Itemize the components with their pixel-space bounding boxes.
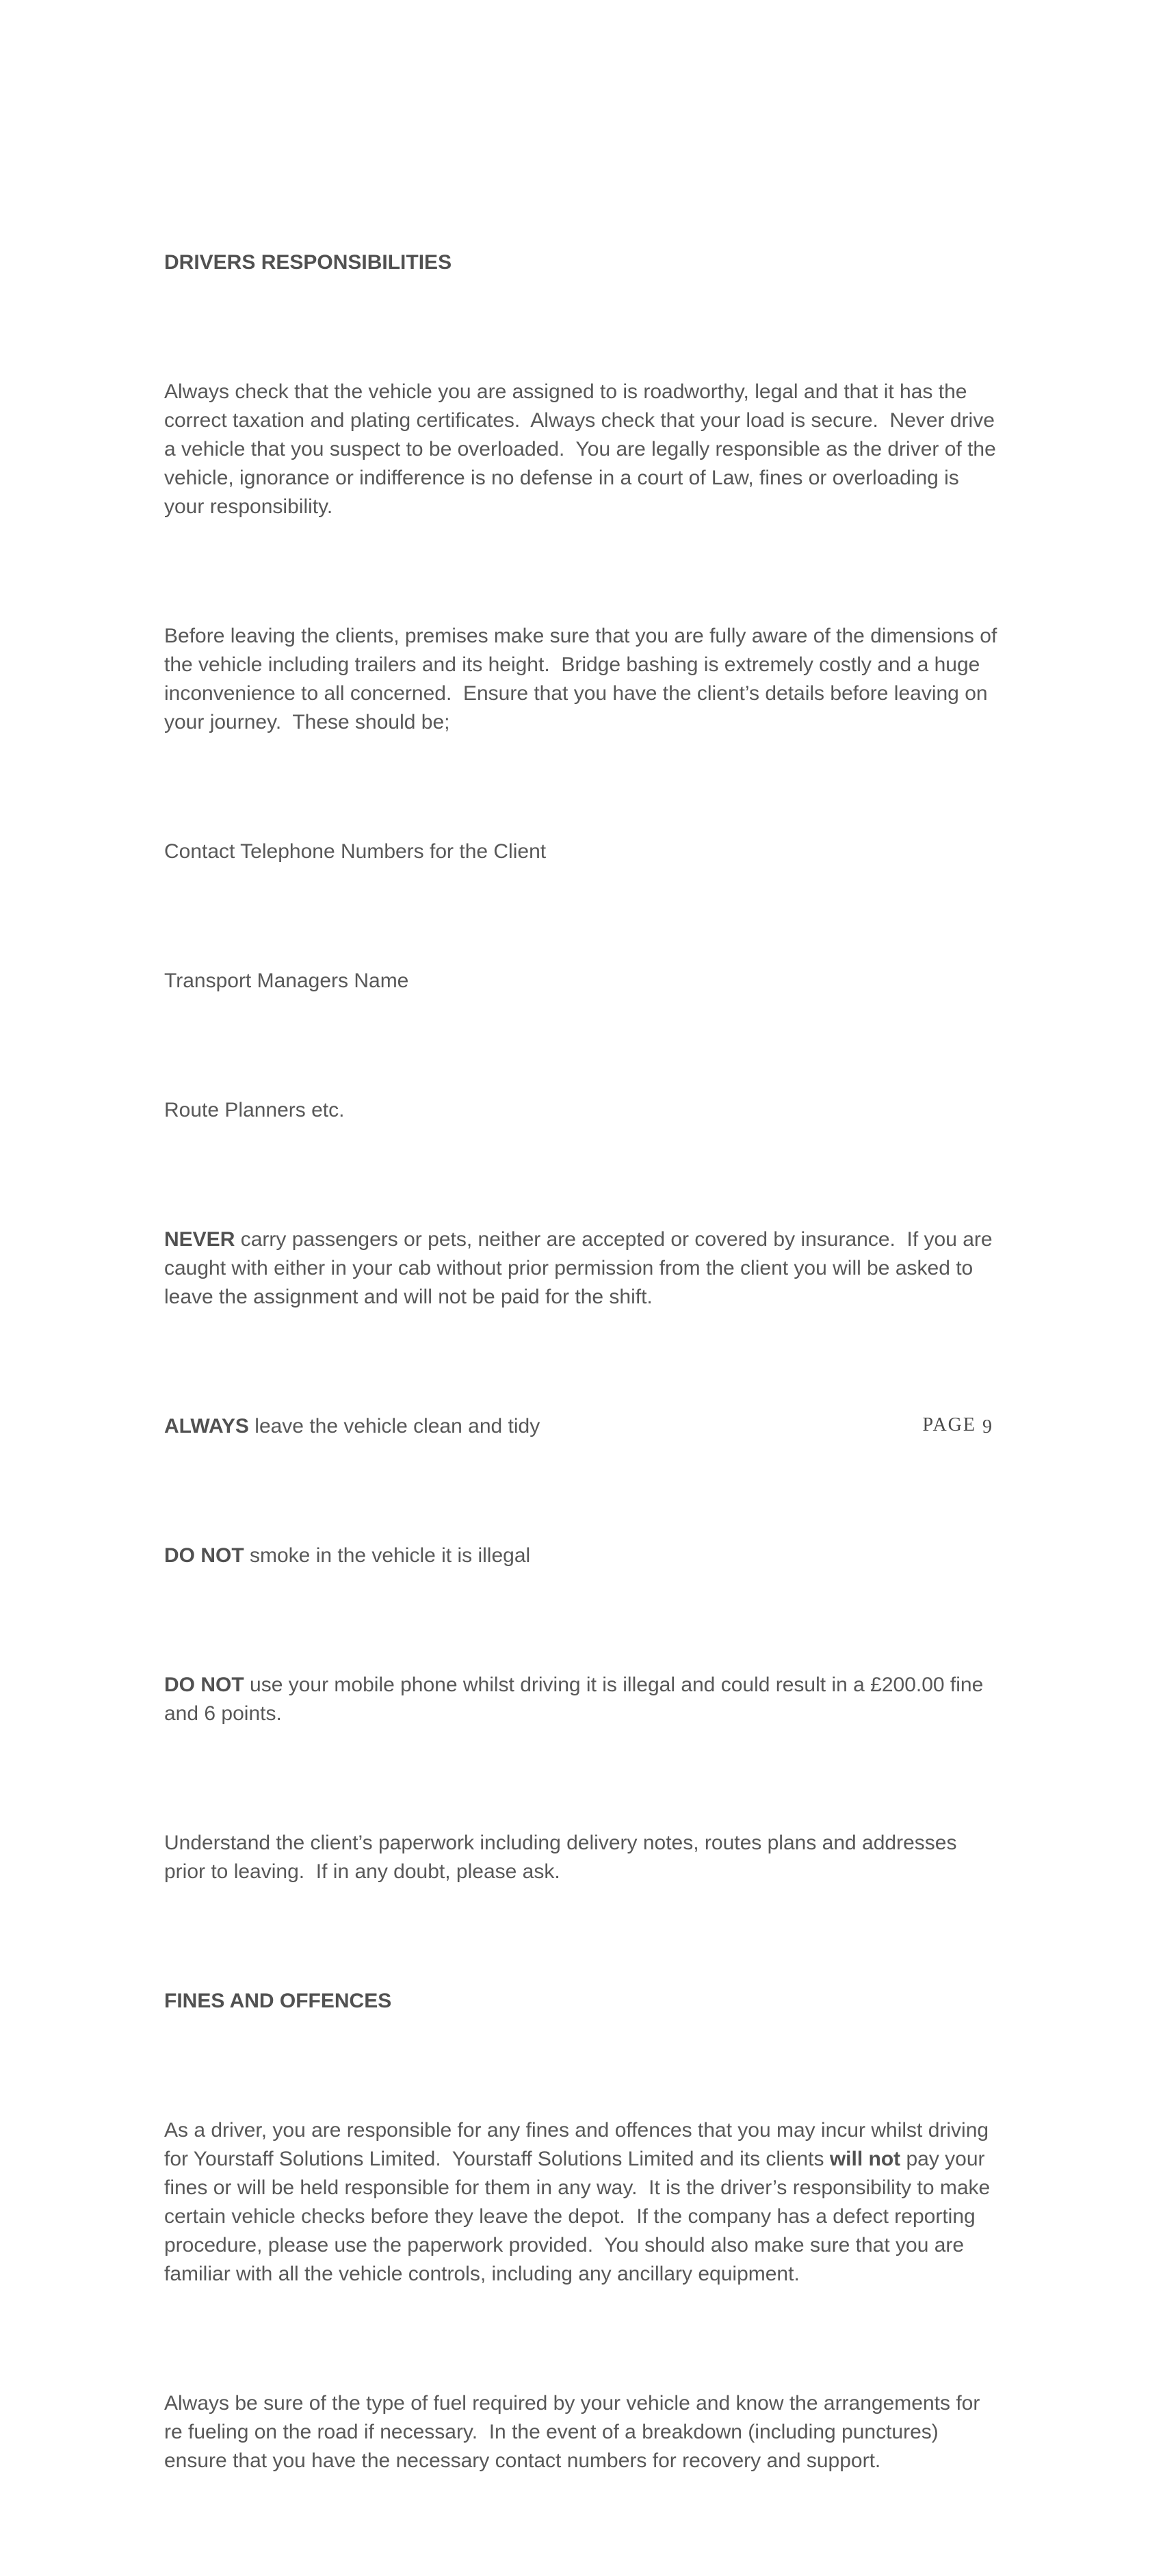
donot-phone-text: use your mobile phone whilst driving it is illegal and could result in a £200.00 fine and 6 points. (164, 1674, 989, 1725)
fines-text-end: pay your fines or will be held responsible for them in any way. It is the driver’s responsibility to make certain vehicle checks before they leave the depot. If the company has a defect reporting procedure, please use the paperwork provided. You should also make sure that you are familiar with all the vehicle controls, including any ancillary equipment. (164, 2148, 996, 2285)
heading-fines-and-offences: FINES AND OFFENCES (164, 1990, 392, 2012)
fines-text-start: As a driver, you are responsible for any fines and offences that you may incur whilst driving for Yourstaff Solutions Limited. Yourstaff Solutions Limited and its clients (164, 2119, 995, 2170)
line-contact-telephone-numbers: Contact Telephone Numbers for the Client (164, 840, 547, 863)
paragraph-roadworthy-checks: Always check that the vehicle you are assigned to is roadworthy, legal and that it has the correct taxation and plating certificates. Always check that your load is secure. Never drive a vehicle that you suspect to be overloaded. You are legally responsible as the driver of the vehicle, ignorance or indifference is no defense in a court of Law, fines or overloading is your responsibility. (164, 380, 1002, 518)
line-route-planners: Route Planners etc. (164, 1099, 345, 1121)
line-transport-managers-name: Transport Managers Name (164, 970, 409, 992)
page-footer-number: 9 (982, 1416, 992, 1437)
page-footer (922, 1414, 992, 1437)
paragraph-donot-phone (164, 1671, 1002, 1728)
always-text: leave the vehicle clean and tidy (248, 1415, 540, 1437)
paragraph-fines-responsibility (164, 2116, 1002, 2289)
always-lead-bold: ALWAYS (164, 1415, 249, 1437)
donot-phone-lead-bold: DO NOT (164, 1674, 244, 1696)
donot-smoke-lead-bold: DO NOT (164, 1544, 244, 1567)
heading-drivers-responsibilities: DRIVERS RESPONSIBILITIES (164, 251, 452, 274)
page-footer-word: PAGE (922, 1414, 976, 1435)
never-lead-bold: NEVER (164, 1228, 235, 1251)
paragraph-fuel-breakdown: Always be sure of the type of fuel required by your vehicle and know the arrangements for re fueling on the road if necessary. In the event of a breakdown (including punctures) ensure that you have the necessary contact numbers for recovery and support. (164, 2392, 986, 2472)
document-body (164, 162, 1002, 2576)
fines-will-not-bold: will not (829, 2148, 901, 2170)
paragraph-before-leaving: Before leaving the clients, premises make sure that you are fully aware of the dimensions of the vehicle including trailers and its height. Bridge bashing is extremely costly and a huge inconvenience to all concerned. Ensure that you have the client’s details before leaving on your journey. These should be; (164, 625, 1003, 733)
paragraph-donot-smoke (164, 1541, 1002, 1570)
paragraph-understand-paperwork: Understand the client’s paperwork including delivery notes, routes plans and addresses prior to leaving. If in any doubt, please ask. (164, 1832, 963, 1883)
never-text: carry passengers or pets, neither are accepted or covered by insurance. If you are caught with either in your cab without prior permission from the client you will be asked to leave the assignment and will not be paid for the shift. (164, 1228, 998, 1308)
paragraph-never-passengers (164, 1225, 1002, 1312)
paragraph-always-clean (164, 1412, 1002, 1441)
donot-smoke-text: smoke in the vehicle it is illegal (244, 1544, 531, 1567)
